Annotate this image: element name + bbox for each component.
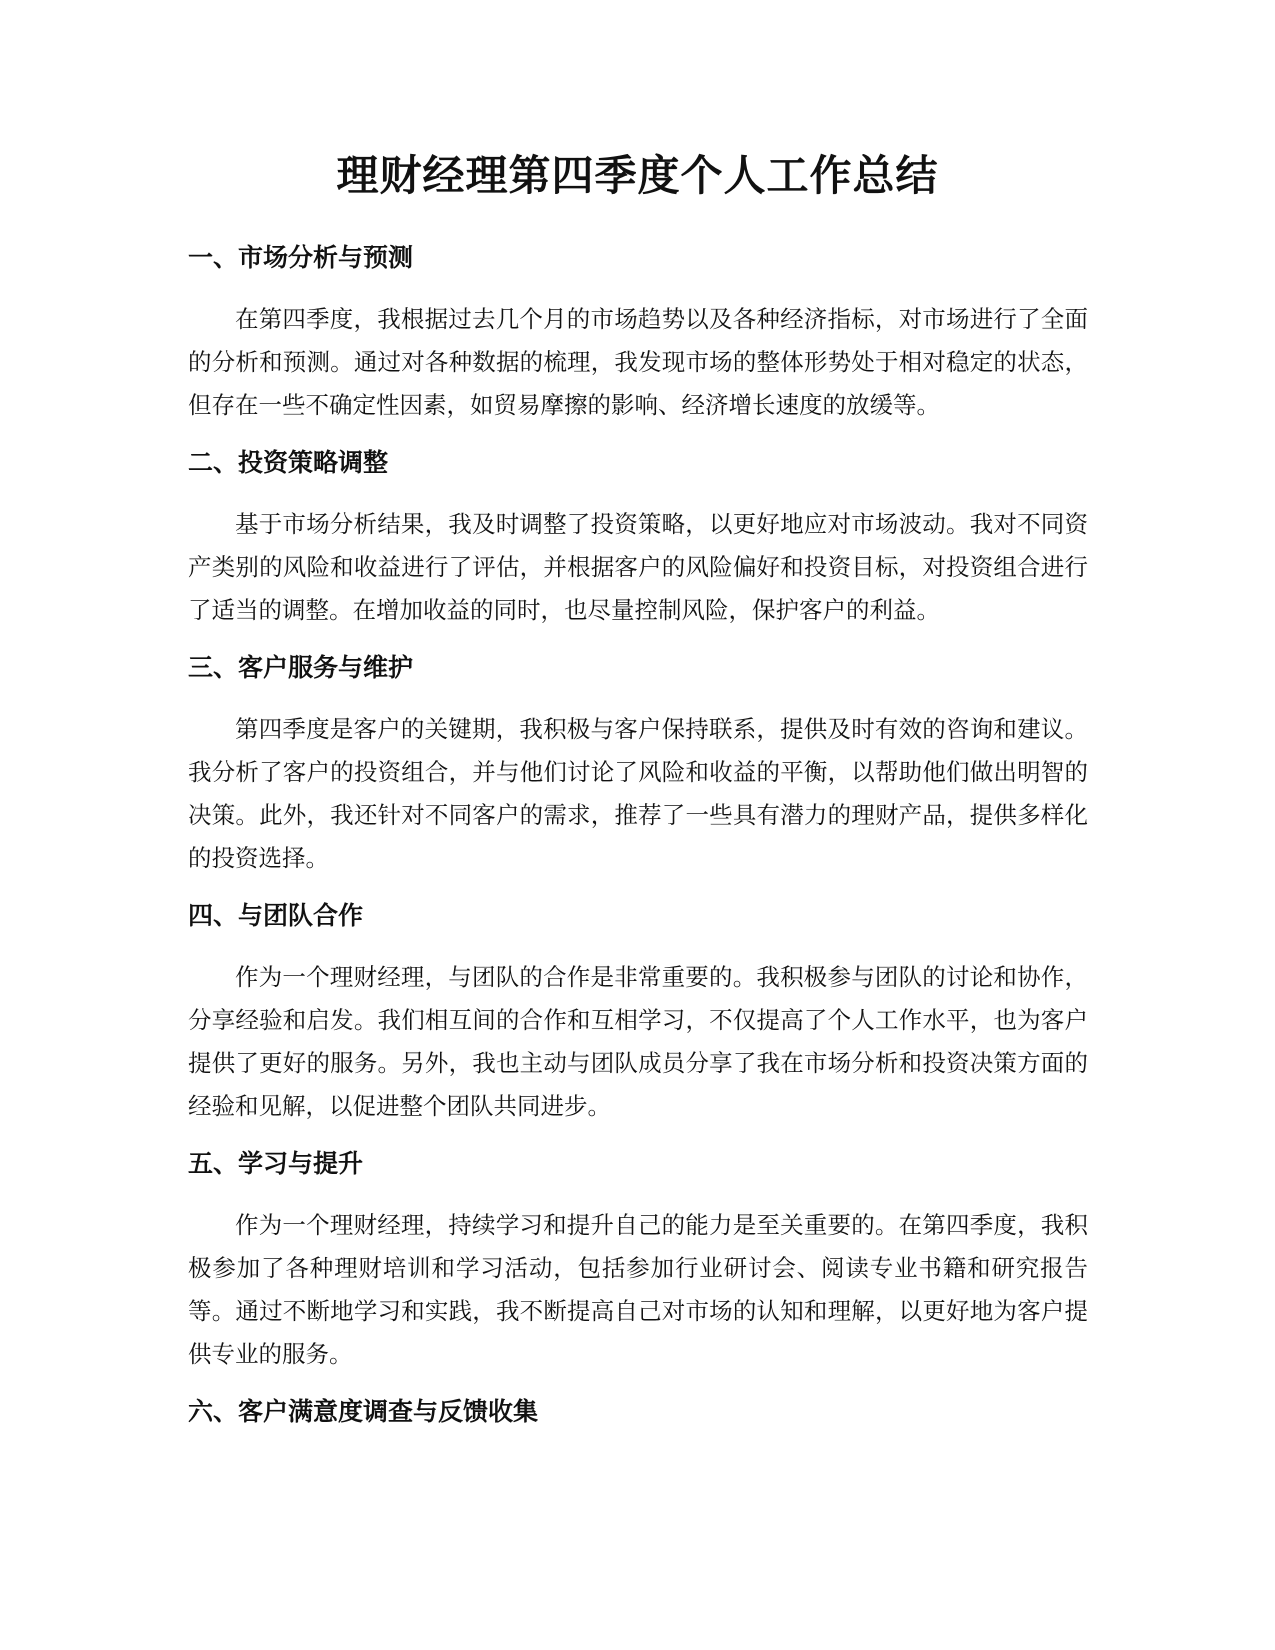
section-learning <box>188 1146 1088 1376</box>
document-content <box>188 240 1088 1452</box>
section-heading: 四、与团队合作 <box>188 901 364 930</box>
section-investment-strategy <box>188 445 1088 632</box>
section-paragraph: 第四季度是客户的关键期，我积极与客户保持联系，提供及时有效的咨询和建议。我分析了客户的投资组合，并与他们讨论了风险和收益的平衡，以帮助他们做出明智的决策。此外，我还针对不同客户的需求，推荐了一些具有潜力的理财产品，提供多样化的投资选择。 <box>188 715 1088 872</box>
section-teamwork <box>188 898 1088 1128</box>
section-heading: 五、学习与提升 <box>188 1149 364 1178</box>
section-heading: 一、市场分析与预测 <box>188 243 414 272</box>
section-heading: 六、客户满意度调查与反馈收集 <box>188 1397 539 1426</box>
section-paragraph: 作为一个理财经理，与团队的合作是非常重要的。我积极参与团队的讨论和协作，分享经验和启发。我们相互间的合作和互相学习，不仅提高了个人工作水平，也为客户提供了更好的服务。另外，我也主动与团队成员分享了我在市场分析和投资决策方面的经验和见解，以促进整个团队共同进步。 <box>188 963 1088 1120</box>
section-paragraph: 作为一个理财经理，持续学习和提升自己的能力是至关重要的。在第四季度，我积极参加了各种理财培训和学习活动，包括参加行业研讨会、阅读专业书籍和研究报告等。通过不断地学习和实践，我不断提高自己对市场的认知和理解，以更好地为客户提供专业的服务。 <box>188 1211 1088 1368</box>
section-paragraph: 基于市场分析结果，我及时调整了投资策略，以更好地应对市场波动。我对不同资产类别的风险和收益进行了评估，并根据客户的风险偏好和投资目标，对投资组合进行了适当的调整。在增加收益的同时，也尽量控制风险，保护客户的利益。 <box>188 510 1088 624</box>
section-paragraph: 在第四季度，我根据过去几个月的市场趋势以及各种经济指标，对市场进行了全面的分析和预测。通过对各种数据的梳理，我发现市场的整体形势处于相对稳定的状态，但存在一些不确定性因素，如贸易摩擦的影响、经济增长速度的放缓等。 <box>188 305 1088 419</box>
section-client-service <box>188 650 1088 880</box>
section-market-analysis <box>188 240 1088 427</box>
section-customer-feedback <box>188 1394 1088 1430</box>
section-heading: 二、投资策略调整 <box>188 448 389 477</box>
document-title: 理财经理第四季度个人工作总结 <box>336 151 939 200</box>
section-heading: 三、客户服务与维护 <box>188 653 414 682</box>
